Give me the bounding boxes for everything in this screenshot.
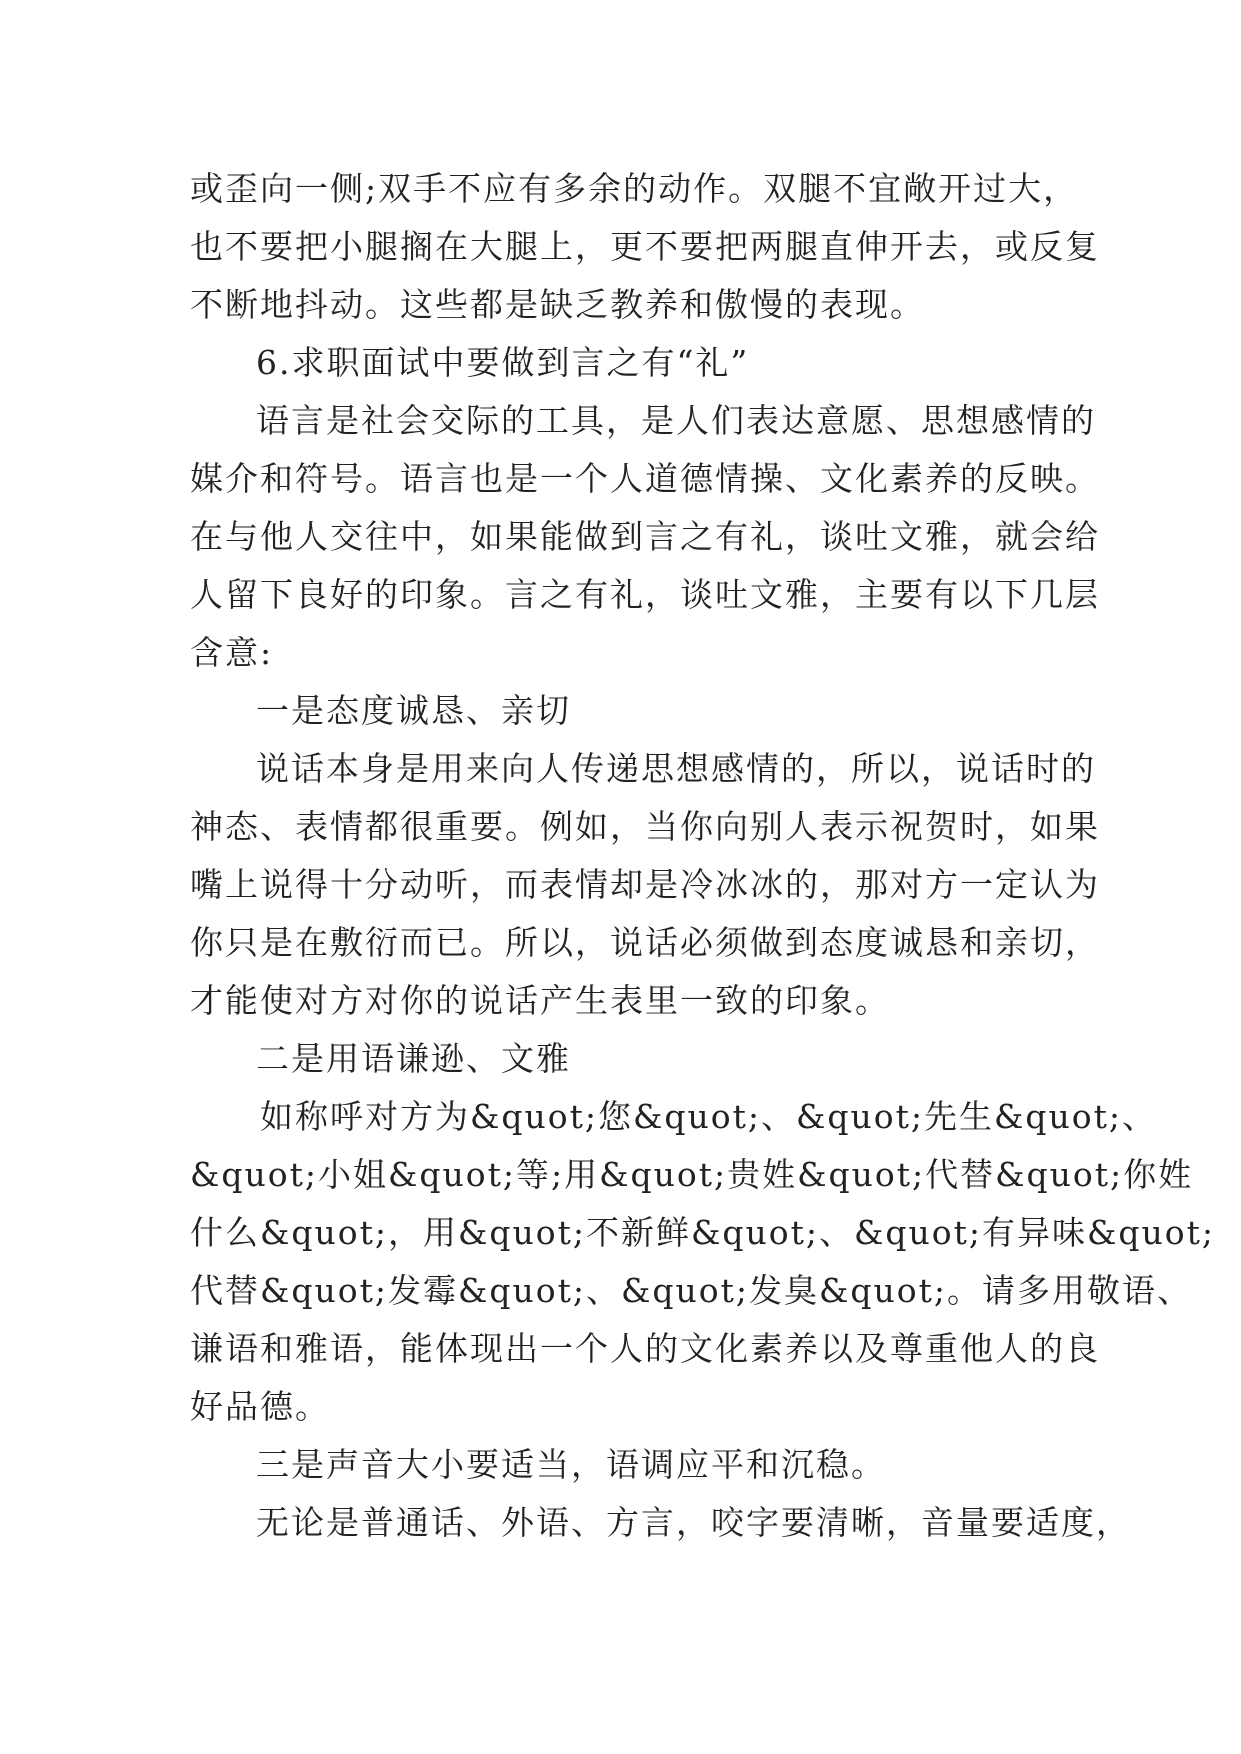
text-line: 谦语和雅语，能体现出一个人的文化素养以及尊重他人的良 bbox=[190, 1329, 1100, 1368]
section-heading: 6.求职面试中要做到言之有“礼” bbox=[256, 343, 750, 382]
text-line: 好品德。 bbox=[190, 1387, 330, 1426]
text-line: &quot;小姐&quot;等;用&quot;贵姓&quot;代替&quot;你姓 bbox=[190, 1155, 1194, 1194]
text-line: 说话本身是用来向人传递思想感情的，所以，说话时的 bbox=[256, 749, 1096, 788]
text-line: 才能使对方对你的说话产生表里一致的印象。 bbox=[190, 981, 890, 1020]
subheading: 二是用语谦逊、文雅 bbox=[256, 1039, 571, 1078]
text-line: 什么&quot;，用&quot;不新鲜&quot;、&quot;有异味&quot; bbox=[190, 1213, 1215, 1252]
text-line: 人留下良好的印象。言之有礼，谈吐文雅，主要有以下几层 bbox=[190, 575, 1100, 614]
document-body bbox=[190, 160, 1215, 1552]
text-line: 你只是在敷衍而已。所以，说话必须做到态度诚恳和亲切， bbox=[190, 923, 1100, 962]
text-line: 在与他人交往中，如果能做到言之有礼，谈吐文雅，就会给 bbox=[190, 517, 1100, 556]
text-line: 嘴上说得十分动听，而表情却是冷冰冰的，那对方一定认为 bbox=[190, 865, 1100, 904]
text-line: 语言是社会交际的工具，是人们表达意愿、思想感情的 bbox=[256, 401, 1096, 440]
text-line: 如称呼对方为&quot;您&quot;、&quot;先生&quot;、 bbox=[260, 1097, 1157, 1136]
subheading: 一是态度诚恳、亲切 bbox=[256, 691, 571, 730]
text-line: 神态、表情都很重要。例如，当你向别人表示祝贺时，如果 bbox=[190, 807, 1100, 846]
text-line: 也不要把小腿搁在大腿上，更不要把两腿直伸开去，或反复 bbox=[190, 227, 1100, 266]
text-line: 含意: bbox=[190, 633, 274, 672]
text-line: 无论是普通话、外语、方言，咬字要清晰，音量要适度， bbox=[256, 1503, 1131, 1542]
text-line: 或歪向一侧;双手不应有多余的动作。双腿不宜敞开过大， bbox=[190, 169, 1079, 208]
text-line: 不断地抖动。这些都是缺乏教养和傲慢的表现。 bbox=[190, 285, 925, 324]
text-line: 代替&quot;发霉&quot;、&quot;发臭&quot;。请多用敬语、 bbox=[190, 1271, 1192, 1310]
text-line: 媒介和符号。语言也是一个人道德情操、文化素养的反映。 bbox=[190, 459, 1100, 498]
subheading: 三是声音大小要适当，语调应平和沉稳。 bbox=[256, 1445, 886, 1484]
